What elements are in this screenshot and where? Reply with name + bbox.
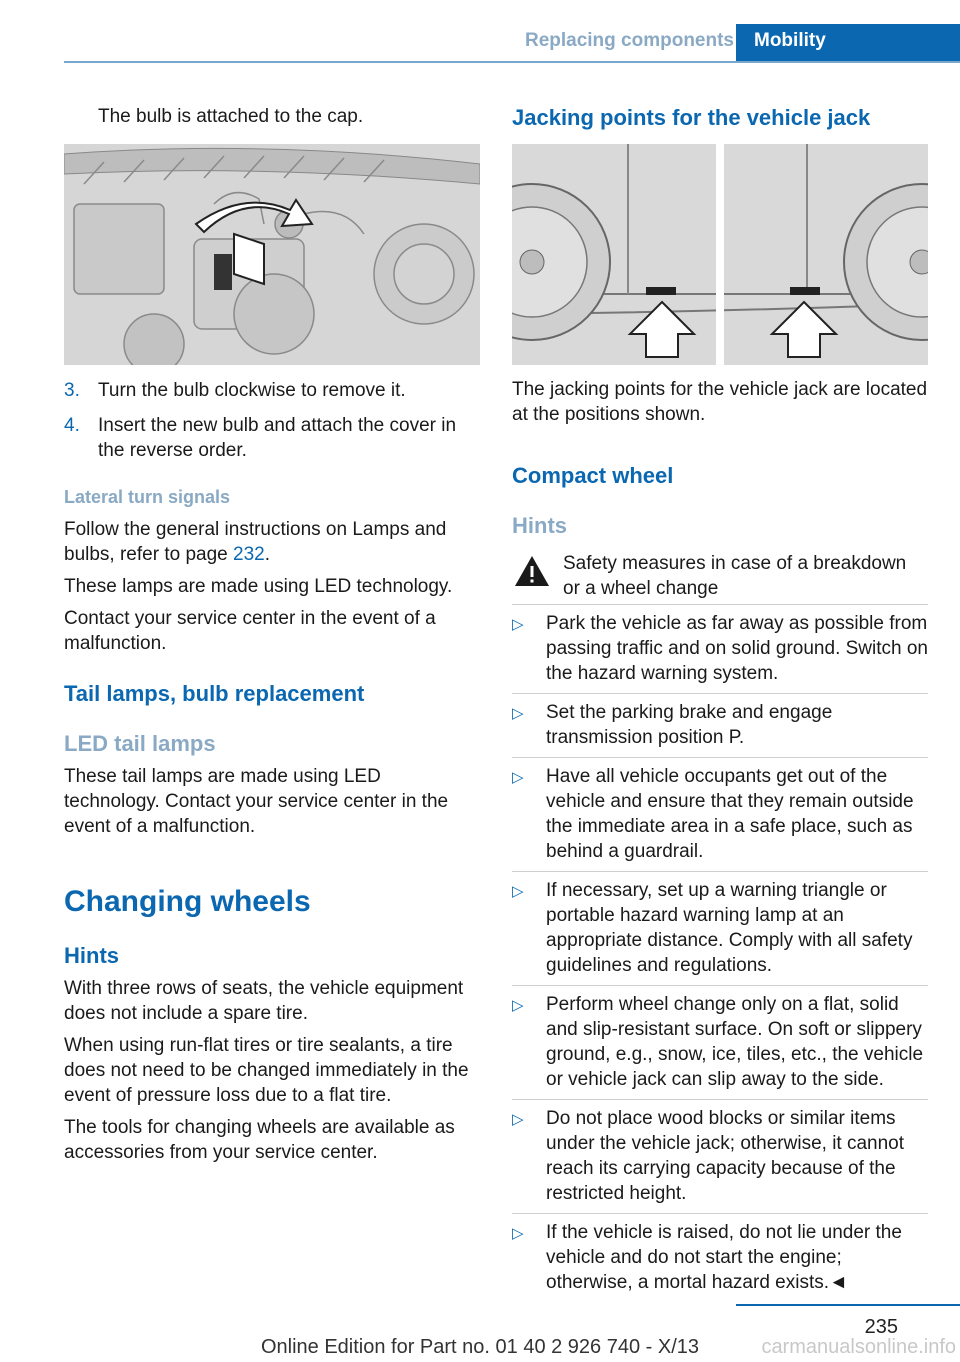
footer-edition: Online Edition for Part no. 01 40 2 926 740 - X/13 (260, 1336, 700, 1358)
led-tail-lamps-text: These tail lamps are made using LED technology. Contact your service center in the event of a malfunction. (64, 766, 449, 837)
bullet-triangle-icon: ▷ (512, 769, 524, 786)
bullet-text: If the vehicle is raised, do not lie under the vehicle and do not start the engine; otherwise, a mortal hazard exists.◄ (546, 1222, 902, 1293)
list-item (64, 413, 480, 463)
lateral-paragraph-1 (64, 517, 480, 567)
bullet-text: Set the parking brake and engage transmission position P. (546, 702, 833, 748)
step-number: 3. (64, 380, 80, 401)
compact-wheel-heading: Compact wheel (512, 463, 674, 488)
list-item (512, 1213, 928, 1302)
changing-wheels-heading: Changing wheels (64, 885, 311, 918)
lateral-p1-end: . (264, 544, 270, 565)
bullet-text: If necessary, set up a warning triangle or portable hazard warning lamp at an appropriate distance. Comply with all safety guidelines and regulations. (546, 880, 913, 976)
header-section-title: Replacing components (524, 30, 734, 51)
list-item (512, 871, 928, 985)
lateral-turn-signals-heading: Lateral turn signals (64, 487, 231, 507)
bullet-triangle-icon: ▷ (512, 883, 524, 900)
jacking-points-illustration (512, 144, 928, 365)
hints-heading-right: Hints (512, 513, 567, 538)
jacking-points-heading: Jacking points for the vehicle jack (512, 105, 871, 130)
bullet-text: Park the vehicle as far away as possible from passing traffic and on solid ground. Switch on the hazard warning system. (546, 613, 928, 684)
bullet-triangle-icon: ▷ (512, 616, 524, 633)
header-rule (64, 61, 960, 63)
footer-rule (736, 1304, 960, 1306)
warning-triangle-icon (514, 554, 550, 588)
hints-paragraph-1: With three rows of seats, the vehicle equipment does not include a spare tire. (64, 978, 464, 1024)
bullet-triangle-icon: ▷ (512, 997, 524, 1014)
jacking-points-text: The jacking points for the vehicle jack are located at the positions shown. (512, 379, 928, 425)
safety-bullet-list (512, 604, 928, 1302)
list-item (512, 985, 928, 1099)
bullet-text: Do not place wood blocks or similar items under the vehicle jack; otherwise, it cannot reach its carrying capacity because of the restricted height. (546, 1108, 905, 1204)
list-item (512, 604, 928, 693)
step-number: 4. (64, 415, 80, 436)
page-reference-link[interactable]: 232 (233, 544, 265, 565)
lateral-p1-text: Follow the general instructions on Lamps and bulbs, refer to page (64, 519, 447, 565)
bullet-triangle-icon: ▷ (512, 1225, 524, 1242)
hints-paragraph-3: The tools for changing wheels are available as accessories from your service center. (64, 1117, 455, 1163)
page-number: 235 (864, 1316, 898, 1338)
lateral-paragraph-2: These lamps are made using LED technology. (64, 576, 453, 597)
list-item (512, 1099, 928, 1213)
step-text: Turn the bulb clockwise to remove it. (98, 380, 406, 401)
bullet-text: Have all vehicle occupants get out of the vehicle and ensure that they remain outside the immediate area in a safe place, such as behind a guardrail. (546, 766, 914, 862)
header-chapter-tab: Mobility (736, 24, 960, 63)
led-tail-lamps-heading: LED tail lamps (64, 731, 216, 756)
list-item (512, 693, 928, 757)
tail-lamps-heading: Tail lamps, bulb replacement (64, 681, 365, 706)
hints-heading-left: Hints (64, 943, 119, 968)
warning-text: Safety measures in case of a breakdown or a wheel change (563, 553, 907, 599)
hints-paragraph-2: When using run-flat tires or tire sealants, a tire does not need to be changed immediately in the event of pressure loss due to a flat tire. (64, 1035, 469, 1106)
list-item (64, 378, 480, 403)
bullet-text: Perform wheel change only on a flat, solid and slip-resistant surface. On soft or slippery ground, e.g., snow, ice, tiles, etc., the vehicle or vehicle jack can slip away to the side. (546, 994, 924, 1090)
bullet-triangle-icon: ▷ (512, 705, 524, 722)
bulb-cap-illustration (64, 144, 480, 365)
bulb-steps-list (64, 378, 480, 473)
lateral-paragraph-3: Contact your service center in the event of a malfunction. (64, 608, 436, 654)
intro-text: The bulb is attached to the cap. (98, 106, 364, 127)
bullet-triangle-icon: ▷ (512, 1111, 524, 1128)
watermark: carmanualsonline.info (761, 1336, 956, 1358)
step-text: Insert the new bulb and attach the cover in the reverse order. (98, 415, 457, 461)
list-item (512, 757, 928, 871)
